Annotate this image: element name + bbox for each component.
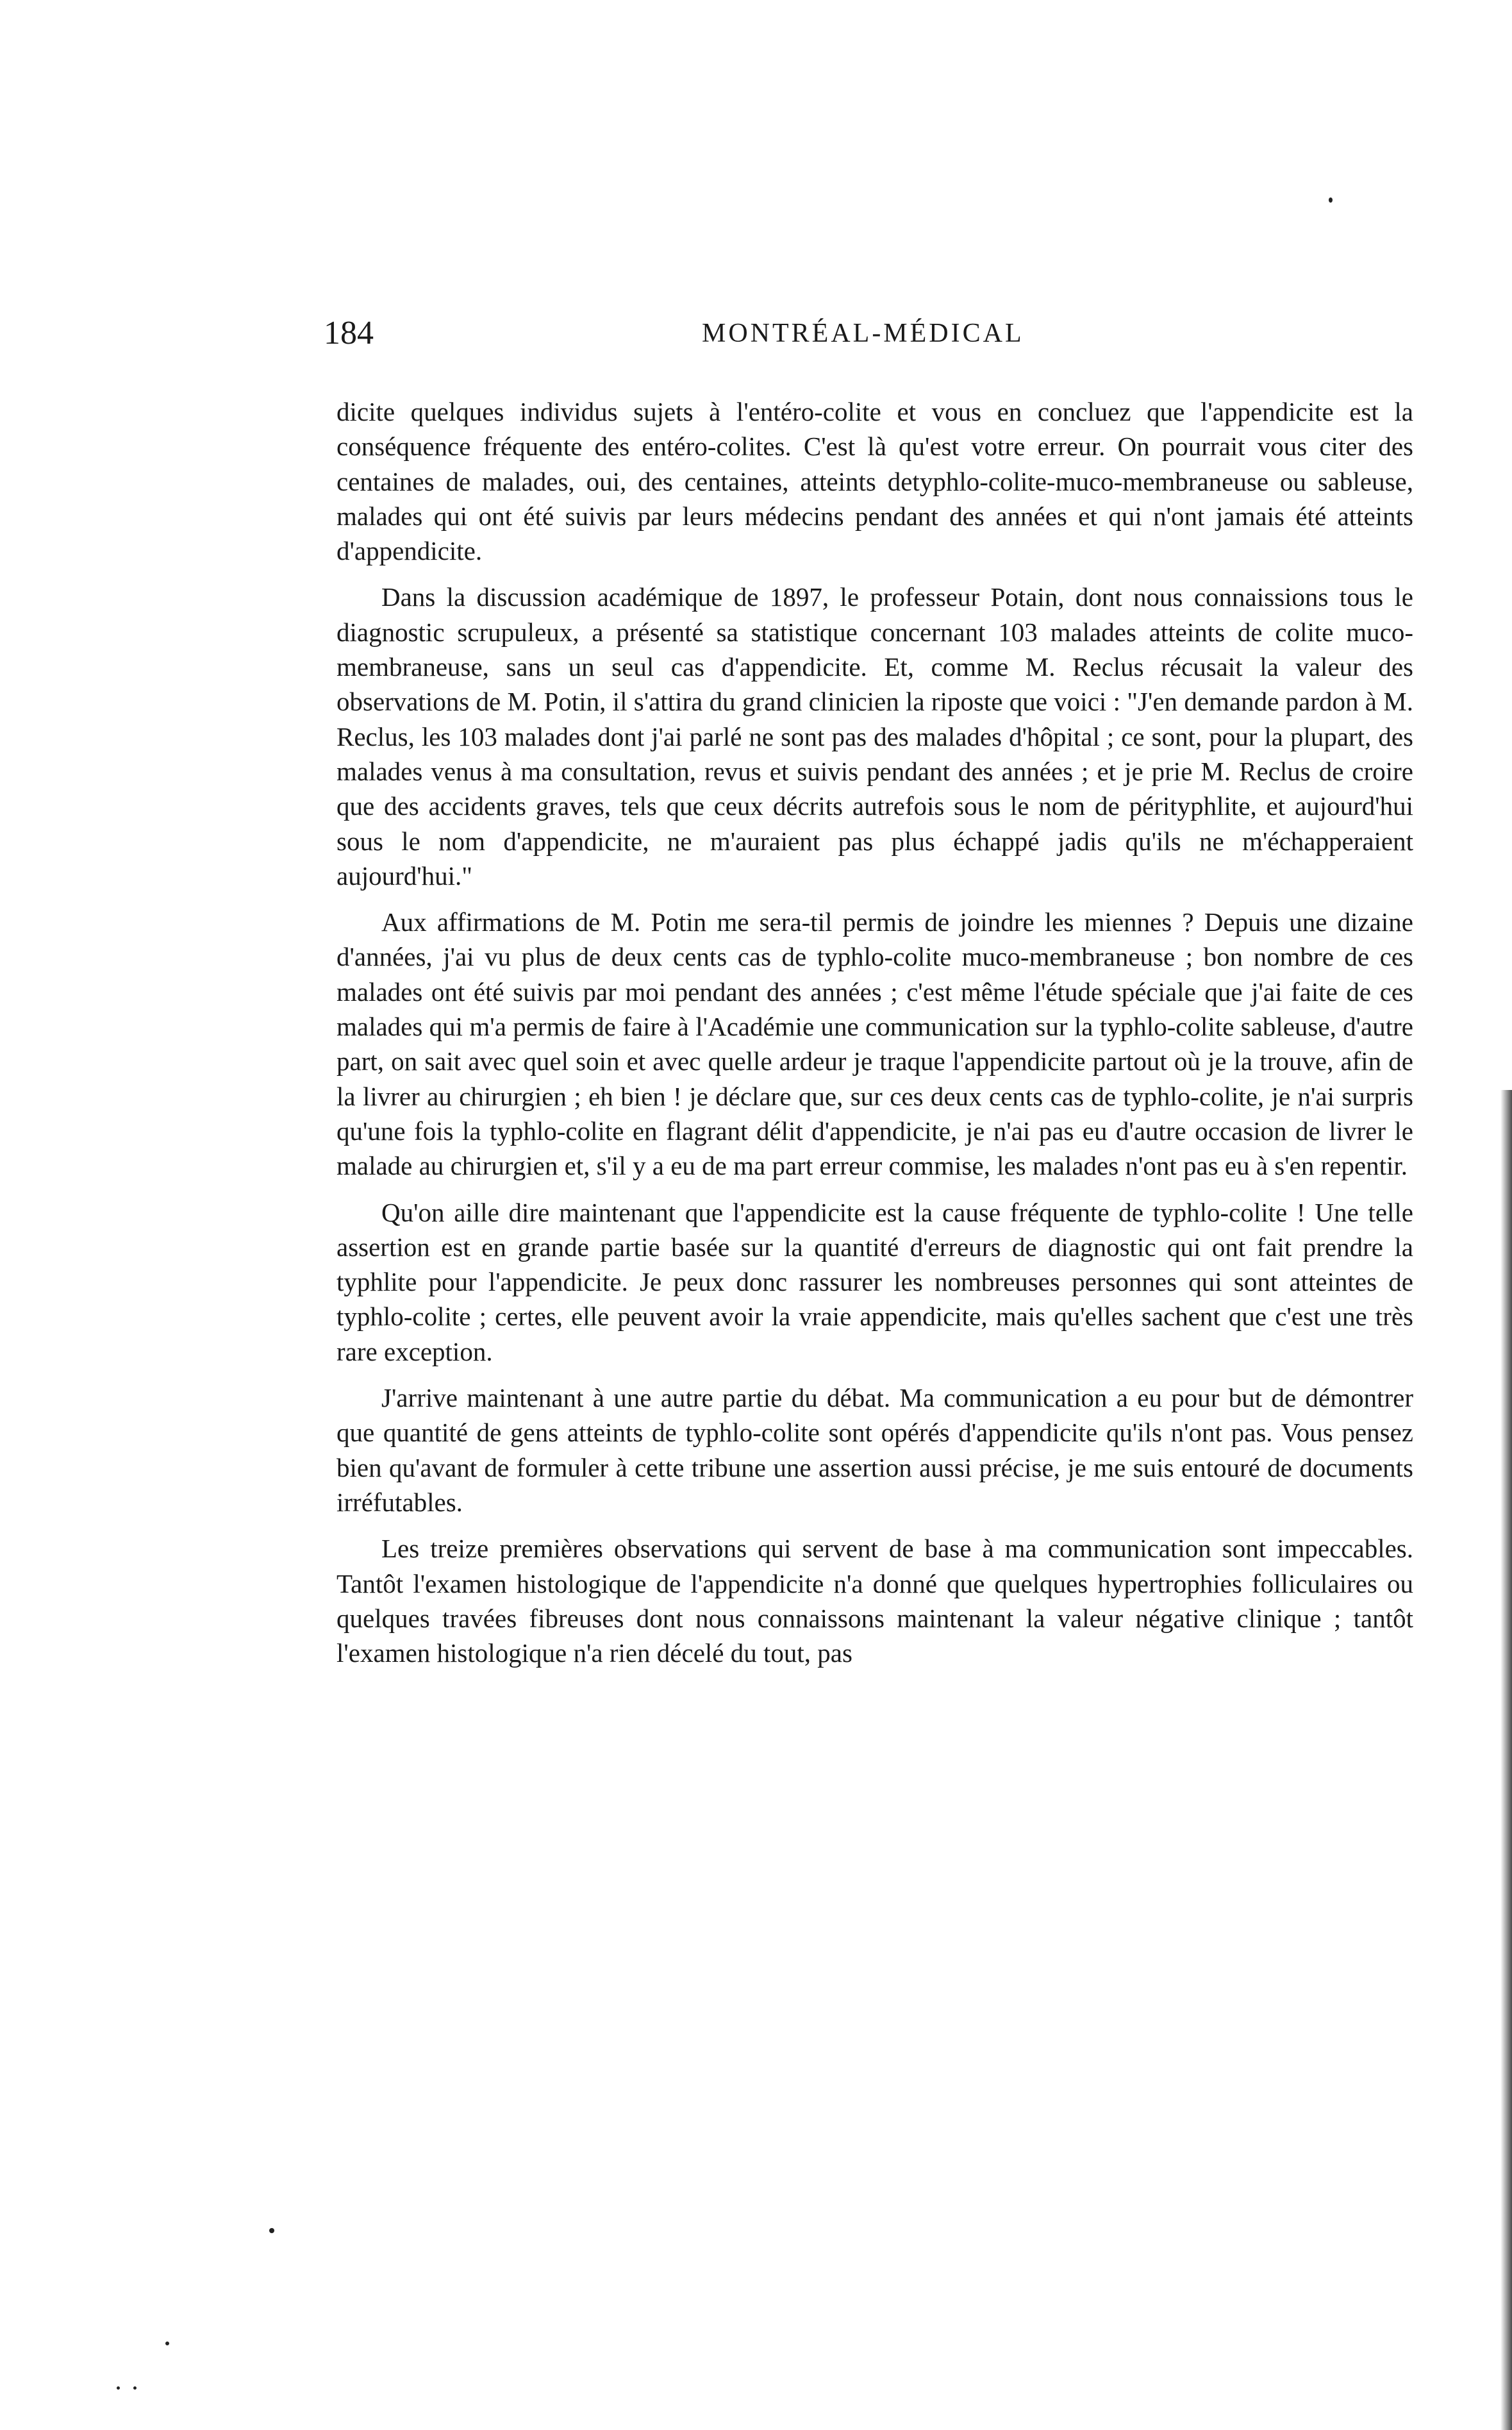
paragraph: Les treize premières observations qui servent de base à ma communication sont impeccables. Tantôt l'examen histologique de l'appendicite n'a donné que quelques hypertrophies folliculaires ou quelques travées fibreuses dont nous connaissons maintenant la valeur négative clinique ; tantôt l'examen histologique n'a rien décelé du tout, pas	[336, 1534, 1413, 1668]
paragraph: dicite quelques individus sujets à l'entéro-colite et vous en concluez que l'appendicite est la conséquence fréquente des entéro-colites. C'est là qu'est votre erreur. On pourrait vous citer des centaines de malades, oui, des centaines, atteints detyphlo-colite-muco-membraneuse ou sableuse, malades qui ont été suivis par leurs médecins pendant des années et qui n'ont jamais été atteints d'appendicite.	[336, 397, 1413, 566]
scan-speck	[133, 2386, 137, 2390]
paragraph: J'arrive maintenant à une autre partie du débat. Ma communication a eu pour but de démontrer que quantité de gens atteints de typhlo-colite sont opérés d'appendicite qu'ils n'ont pas. Vous pensez bien qu'avant de formuler à cette tribune une assertion aussi précise, je me suis entouré de documents irréfutables.	[336, 1383, 1413, 1517]
scan-speck	[1329, 197, 1333, 203]
running-title: MONTRÉAL-MÉDICAL	[702, 319, 1024, 348]
page-header	[324, 308, 1400, 359]
scan-edge-shadow	[1500, 1090, 1512, 2430]
page-number: 184	[324, 315, 374, 351]
paragraph: Aux affirmations de M. Potin me sera-til permis de joindre les miennes ? Depuis une dizaine d'années, j'ai vu plus de deux cents cas de typhlo-colite muco-membraneuse ; bon nombre de ces malades ont été suivis par moi pendant des années ; c'est même l'étude spéciale que j'ai faite de ces malades qui m'a permis de faire à l'Académie une communication sur la typhlo-colite sableuse, d'autre part, on sait avec quel soin et avec quelle ardeur je traque l'appendicite partout où je la trouve, afin de la livrer au chirurgien ; eh bien ! je déclare que, sur ces deux cents cas de typhlo-colite, je n'ai surpris qu'une fois la typhlo-colite en flagrant délit d'appendicite, je n'ai pas eu d'autre occasion de livrer le malade au chirurgien et, s'il y a eu de ma part erreur commise, les malades n'ont pas eu à s'en repentir.	[336, 907, 1413, 1181]
scan-speck	[269, 2228, 274, 2233]
scan-speck	[165, 2342, 169, 2345]
paragraph: Qu'on aille dire maintenant que l'appendicite est la cause fréquente de typhlo-colite ! Une telle assertion est en grande partie basée sur la quantité d'erreurs de diagnostic qui ont fait prendre la typhlite pour l'appendicite. Je peux donc rassurer les nombreuses personnes qui sont atteintes de typhlo-colite ; certes, elle peuvent avoir la vraie appendicite, mais qu'elles sachent que c'est une très rare exception.	[336, 1197, 1413, 1366]
scan-speck	[117, 2386, 120, 2390]
paragraph: Dans la discussion académique de 1897, le professeur Potain, dont nous connaissions tous le diagnostic scrupuleux, a présenté sa statistique concernant 103 malades atteints de colite muco-membraneuse, sans un seul cas d'appendicite. Et, comme M. Reclus récusait la valeur des observations de M. Potin, il s'attira du grand clinicien la riposte que voici : "J'en demande pardon à M. Reclus, les 103 malades dont j'ai parlé ne sont pas des malades d'hôpital ; ce sont, pour la plupart, des malades venus à ma consultation, revus et suivis pendant des années ; et je prie M. Reclus de croire que des accidents graves, tels que ceux décrits autrefois sous le nom de pérityphlite, et aujourd'hui sous le nom d'appendicite, ne m'auraient pas plus échappé jadis qu'ils ne m'échapperaient aujourd'hui."	[336, 582, 1413, 891]
body-text	[336, 394, 1413, 1670]
